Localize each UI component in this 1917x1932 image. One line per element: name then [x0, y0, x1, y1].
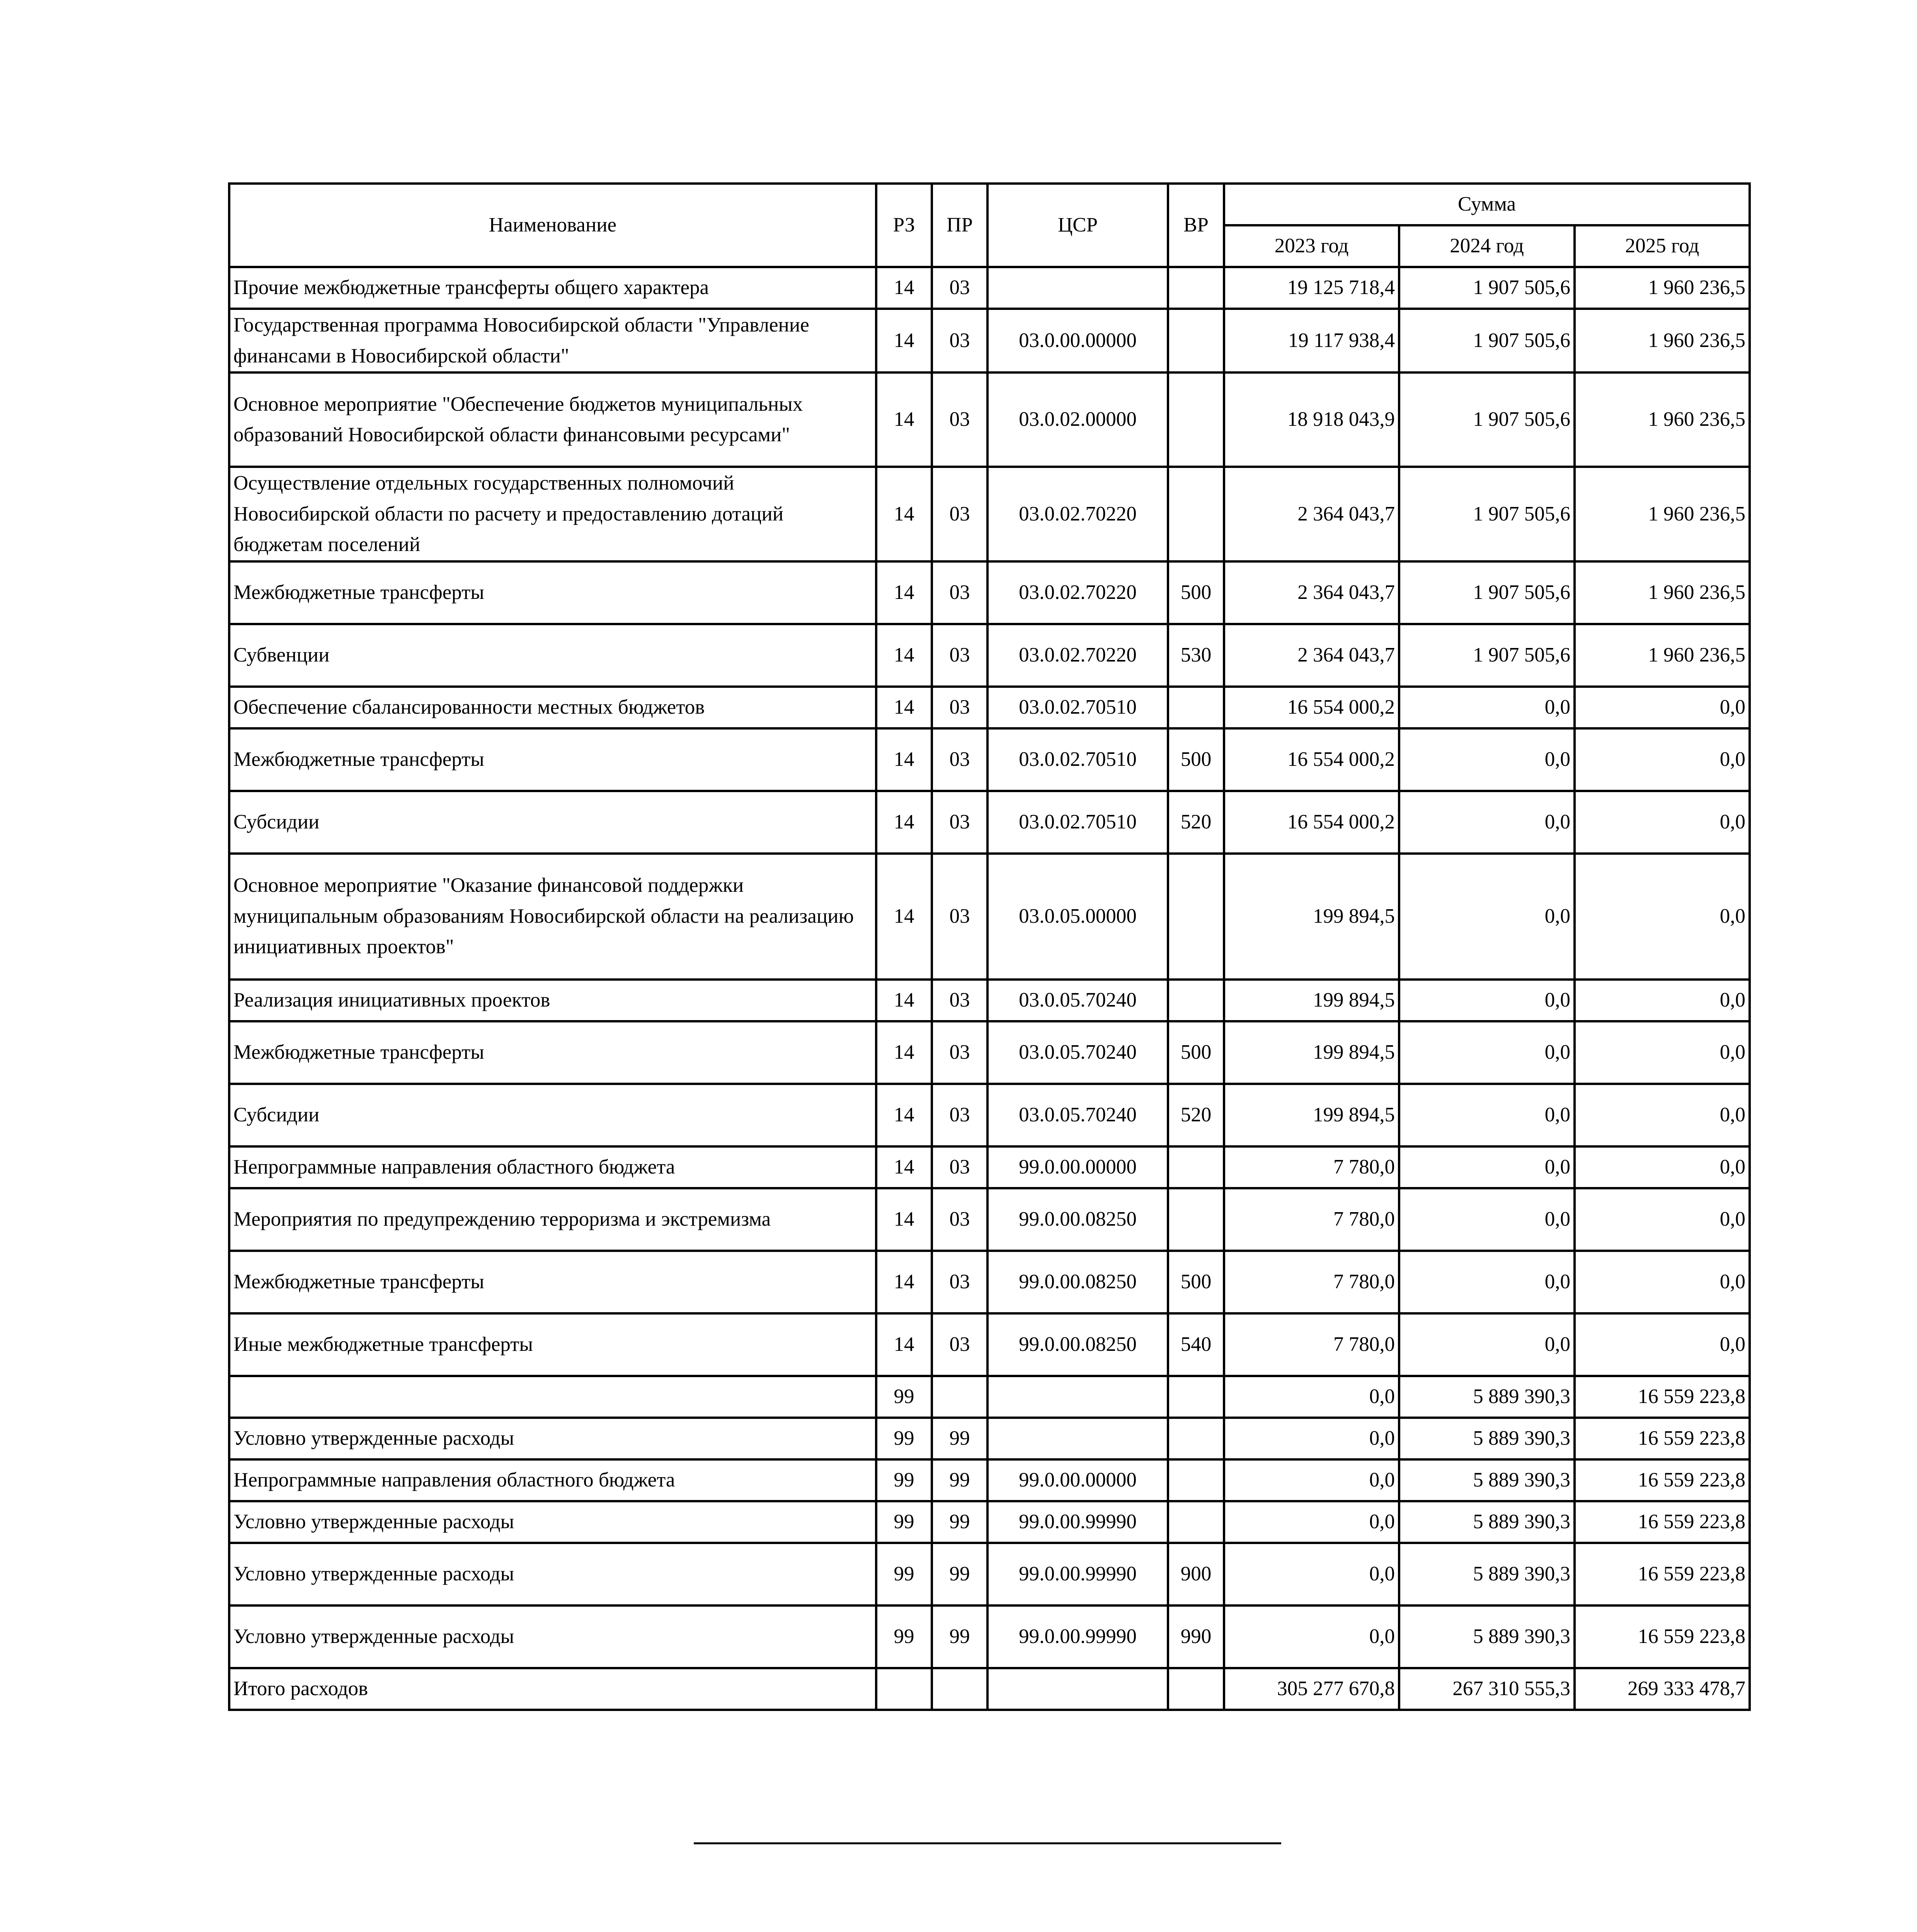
row-csr: 03.0.02.70220 — [987, 624, 1168, 687]
table-row — [229, 1459, 1750, 1501]
table-row — [229, 1605, 1750, 1668]
row-pr: 99 — [932, 1418, 987, 1459]
row-vr — [1168, 687, 1224, 728]
row-pr: 03 — [932, 728, 987, 791]
row-name: Субсидии — [229, 1084, 876, 1146]
row-vr: 520 — [1168, 791, 1224, 854]
row-csr: 03.0.02.70510 — [987, 687, 1168, 728]
row-csr: 99.0.00.00000 — [987, 1459, 1168, 1501]
row-pr: 03 — [932, 1084, 987, 1146]
row-csr — [987, 1418, 1168, 1459]
row-value-2025: 0,0 — [1575, 1251, 1750, 1313]
row-csr — [987, 267, 1168, 309]
row-csr: 03.0.00.00000 — [987, 309, 1168, 372]
row-vr: 520 — [1168, 1084, 1224, 1146]
row-value-2023: 0,0 — [1224, 1605, 1399, 1668]
row-rz: 99 — [876, 1376, 932, 1418]
table-row — [229, 1376, 1750, 1418]
row-vr: 530 — [1168, 624, 1224, 687]
row-csr: 03.0.02.70510 — [987, 791, 1168, 854]
row-vr: 500 — [1168, 561, 1224, 624]
row-vr — [1168, 467, 1224, 561]
row-name: Условно утвержденные расходы — [229, 1543, 876, 1605]
row-value-2023: 0,0 — [1224, 1501, 1399, 1543]
row-pr: 99 — [932, 1459, 987, 1501]
row-value-2025: 0,0 — [1575, 1313, 1750, 1376]
row-value-2024: 0,0 — [1399, 980, 1575, 1021]
row-name — [229, 1376, 876, 1418]
row-csr: 03.0.02.70220 — [987, 561, 1168, 624]
table-row — [229, 267, 1750, 309]
row-pr: 03 — [932, 467, 987, 561]
row-value-2023: 16 554 000,2 — [1224, 728, 1399, 791]
row-pr: 03 — [932, 309, 987, 372]
row-vr — [1168, 980, 1224, 1021]
table-row — [229, 1084, 1750, 1146]
row-name: Основное мероприятие "Оказание финансовой поддержки муниципальным образованиям Новосибирской области на реализацию инициативных проектов" — [229, 854, 876, 980]
row-pr: 03 — [932, 267, 987, 309]
table-row — [229, 1251, 1750, 1313]
row-vr — [1168, 372, 1224, 467]
row-rz: 14 — [876, 1188, 932, 1251]
row-vr — [1168, 1501, 1224, 1543]
row-pr: 03 — [932, 980, 987, 1021]
row-vr: 900 — [1168, 1543, 1224, 1605]
row-value-2024: 0,0 — [1399, 1084, 1575, 1146]
header-2025: 2025 год — [1575, 225, 1750, 267]
row-value-2025: 0,0 — [1575, 728, 1750, 791]
row-rz — [876, 1668, 932, 1710]
row-csr: 03.0.02.70510 — [987, 728, 1168, 791]
row-name: Межбюджетные трансферты — [229, 1021, 876, 1084]
row-value-2023: 7 780,0 — [1224, 1188, 1399, 1251]
header-csr: ЦСР — [987, 184, 1168, 267]
table-row — [229, 561, 1750, 624]
row-pr: 03 — [932, 687, 987, 728]
row-pr: 03 — [932, 1313, 987, 1376]
row-value-2023: 305 277 670,8 — [1224, 1668, 1399, 1710]
row-value-2023: 19 125 718,4 — [1224, 267, 1399, 309]
row-value-2023: 7 780,0 — [1224, 1146, 1399, 1188]
row-rz: 99 — [876, 1501, 932, 1543]
row-name: Государственная программа Новосибирской области "Управление финансами в Новосибирской области" — [229, 309, 876, 372]
row-value-2025: 0,0 — [1575, 1146, 1750, 1188]
row-value-2023: 2 364 043,7 — [1224, 561, 1399, 624]
row-rz: 14 — [876, 980, 932, 1021]
row-value-2024: 0,0 — [1399, 728, 1575, 791]
row-name: Межбюджетные трансферты — [229, 1251, 876, 1313]
table-row — [229, 1668, 1750, 1710]
row-value-2024: 1 907 505,6 — [1399, 624, 1575, 687]
row-value-2023: 0,0 — [1224, 1459, 1399, 1501]
row-value-2025: 1 960 236,5 — [1575, 309, 1750, 372]
table-row — [229, 1021, 1750, 1084]
row-name: Условно утвержденные расходы — [229, 1501, 876, 1543]
row-rz: 14 — [876, 561, 932, 624]
row-value-2025: 0,0 — [1575, 1021, 1750, 1084]
row-vr — [1168, 1188, 1224, 1251]
header-name: Наименование — [229, 184, 876, 267]
row-rz: 14 — [876, 1021, 932, 1084]
row-vr: 540 — [1168, 1313, 1224, 1376]
row-value-2025: 1 960 236,5 — [1575, 467, 1750, 561]
row-rz: 14 — [876, 1146, 932, 1188]
row-value-2023: 0,0 — [1224, 1418, 1399, 1459]
row-pr: 99 — [932, 1501, 987, 1543]
row-value-2024: 0,0 — [1399, 1188, 1575, 1251]
row-value-2024: 5 889 390,3 — [1399, 1418, 1575, 1459]
row-vr — [1168, 1418, 1224, 1459]
table-row — [229, 1146, 1750, 1188]
row-pr: 03 — [932, 1251, 987, 1313]
row-csr: 03.0.02.70220 — [987, 467, 1168, 561]
row-rz: 14 — [876, 1251, 932, 1313]
row-name: Основное мероприятие "Обеспечение бюджетов муниципальных образований Новосибирской области финансовыми ресурсами" — [229, 372, 876, 467]
row-name: Условно утвержденные расходы — [229, 1605, 876, 1668]
row-pr: 99 — [932, 1605, 987, 1668]
row-value-2023: 199 894,5 — [1224, 854, 1399, 980]
row-name: Непрограммные направления областного бюджета — [229, 1146, 876, 1188]
row-value-2025: 16 559 223,8 — [1575, 1605, 1750, 1668]
row-csr: 03.0.02.00000 — [987, 372, 1168, 467]
row-csr: 03.0.05.70240 — [987, 1021, 1168, 1084]
table-row — [229, 1501, 1750, 1543]
row-pr: 03 — [932, 854, 987, 980]
row-name: Иные межбюджетные трансферты — [229, 1313, 876, 1376]
row-csr: 99.0.00.08250 — [987, 1313, 1168, 1376]
row-pr: 03 — [932, 561, 987, 624]
table-row — [229, 467, 1750, 561]
row-value-2025: 16 559 223,8 — [1575, 1376, 1750, 1418]
row-rz: 14 — [876, 687, 932, 728]
row-vr: 990 — [1168, 1605, 1224, 1668]
row-value-2025: 16 559 223,8 — [1575, 1418, 1750, 1459]
row-value-2024: 1 907 505,6 — [1399, 372, 1575, 467]
row-value-2023: 199 894,5 — [1224, 1084, 1399, 1146]
table-row — [229, 1543, 1750, 1605]
row-value-2023: 199 894,5 — [1224, 980, 1399, 1021]
row-rz: 99 — [876, 1418, 932, 1459]
row-name: Непрограммные направления областного бюджета — [229, 1459, 876, 1501]
row-rz: 14 — [876, 467, 932, 561]
row-name: Субвенции — [229, 624, 876, 687]
row-value-2023: 16 554 000,2 — [1224, 791, 1399, 854]
table-row — [229, 687, 1750, 728]
row-value-2023: 16 554 000,2 — [1224, 687, 1399, 728]
row-value-2024: 5 889 390,3 — [1399, 1459, 1575, 1501]
row-value-2024: 5 889 390,3 — [1399, 1605, 1575, 1668]
table-row — [229, 624, 1750, 687]
row-vr — [1168, 1146, 1224, 1188]
row-value-2024: 1 907 505,6 — [1399, 309, 1575, 372]
header-pr: ПР — [932, 184, 987, 267]
row-value-2025: 0,0 — [1575, 687, 1750, 728]
row-pr: 03 — [932, 791, 987, 854]
row-name: Прочие межбюджетные трансферты общего характера — [229, 267, 876, 309]
row-value-2023: 18 918 043,9 — [1224, 372, 1399, 467]
closing-rule — [694, 1842, 1281, 1844]
row-vr: 500 — [1168, 1251, 1224, 1313]
row-value-2025: 0,0 — [1575, 980, 1750, 1021]
row-vr — [1168, 1459, 1224, 1501]
row-value-2025: 16 559 223,8 — [1575, 1543, 1750, 1605]
row-name: Итого расходов — [229, 1668, 876, 1710]
row-name: Мероприятия по предупреждению терроризма и экстремизма — [229, 1188, 876, 1251]
row-csr: 99.0.00.99990 — [987, 1543, 1168, 1605]
row-value-2024: 5 889 390,3 — [1399, 1376, 1575, 1418]
row-value-2023: 19 117 938,4 — [1224, 309, 1399, 372]
table-row — [229, 728, 1750, 791]
row-rz: 14 — [876, 1084, 932, 1146]
row-vr: 500 — [1168, 728, 1224, 791]
row-csr: 99.0.00.08250 — [987, 1251, 1168, 1313]
header-rz: РЗ — [876, 184, 932, 267]
row-value-2024: 1 907 505,6 — [1399, 561, 1575, 624]
row-value-2024: 5 889 390,3 — [1399, 1501, 1575, 1543]
row-name: Межбюджетные трансферты — [229, 561, 876, 624]
row-value-2023: 2 364 043,7 — [1224, 467, 1399, 561]
row-pr: 03 — [932, 624, 987, 687]
row-value-2023: 2 364 043,7 — [1224, 624, 1399, 687]
row-vr — [1168, 1376, 1224, 1418]
row-value-2025: 16 559 223,8 — [1575, 1501, 1750, 1543]
row-value-2025: 269 333 478,7 — [1575, 1668, 1750, 1710]
row-rz: 99 — [876, 1543, 932, 1605]
row-value-2025: 1 960 236,5 — [1575, 624, 1750, 687]
budget-expenditure-table — [228, 182, 1751, 1711]
row-csr — [987, 1376, 1168, 1418]
row-value-2025: 16 559 223,8 — [1575, 1459, 1750, 1501]
row-vr: 500 — [1168, 1021, 1224, 1084]
row-value-2025: 0,0 — [1575, 1084, 1750, 1146]
table-row — [229, 854, 1750, 980]
row-pr: 03 — [932, 1021, 987, 1084]
header-2023: 2023 год — [1224, 225, 1399, 267]
row-value-2024: 0,0 — [1399, 1146, 1575, 1188]
row-value-2024: 0,0 — [1399, 687, 1575, 728]
row-pr: 03 — [932, 1188, 987, 1251]
row-csr: 03.0.05.70240 — [987, 980, 1168, 1021]
row-value-2024: 267 310 555,3 — [1399, 1668, 1575, 1710]
row-value-2023: 199 894,5 — [1224, 1021, 1399, 1084]
row-value-2024: 1 907 505,6 — [1399, 267, 1575, 309]
row-pr — [932, 1376, 987, 1418]
row-name: Осуществление отдельных государственных полномочий Новосибирской области по расчету и предоставлению дотаций бюджетам поселений — [229, 467, 876, 561]
row-value-2024: 0,0 — [1399, 1021, 1575, 1084]
row-value-2025: 0,0 — [1575, 1188, 1750, 1251]
row-csr: 03.0.05.70240 — [987, 1084, 1168, 1146]
row-vr — [1168, 309, 1224, 372]
row-name: Условно утвержденные расходы — [229, 1418, 876, 1459]
table-row — [229, 1188, 1750, 1251]
row-rz: 14 — [876, 267, 932, 309]
row-csr: 99.0.00.99990 — [987, 1605, 1168, 1668]
row-rz: 14 — [876, 1313, 932, 1376]
header-2024: 2024 год — [1399, 225, 1575, 267]
row-value-2023: 7 780,0 — [1224, 1313, 1399, 1376]
row-vr — [1168, 267, 1224, 309]
row-vr — [1168, 854, 1224, 980]
row-value-2024: 0,0 — [1399, 1313, 1575, 1376]
row-rz: 14 — [876, 309, 932, 372]
table-body — [229, 267, 1750, 1710]
row-csr: 99.0.00.00000 — [987, 1146, 1168, 1188]
row-name: Обеспечение сбалансированности местных бюджетов — [229, 687, 876, 728]
header-sum: Сумма — [1224, 184, 1750, 225]
table-row — [229, 372, 1750, 467]
row-value-2025: 1 960 236,5 — [1575, 372, 1750, 467]
row-value-2025: 1 960 236,5 — [1575, 561, 1750, 624]
row-value-2023: 0,0 — [1224, 1543, 1399, 1605]
table-row — [229, 1418, 1750, 1459]
row-pr — [932, 1668, 987, 1710]
row-csr: 99.0.00.08250 — [987, 1188, 1168, 1251]
row-value-2024: 1 907 505,6 — [1399, 467, 1575, 561]
row-value-2024: 0,0 — [1399, 1251, 1575, 1313]
row-value-2024: 0,0 — [1399, 854, 1575, 980]
table-row — [229, 1313, 1750, 1376]
row-value-2024: 5 889 390,3 — [1399, 1543, 1575, 1605]
row-pr: 03 — [932, 372, 987, 467]
row-value-2023: 0,0 — [1224, 1376, 1399, 1418]
row-rz: 14 — [876, 854, 932, 980]
row-value-2025: 0,0 — [1575, 854, 1750, 980]
row-rz: 14 — [876, 372, 932, 467]
row-csr — [987, 1668, 1168, 1710]
row-csr: 99.0.00.99990 — [987, 1501, 1168, 1543]
row-value-2025: 1 960 236,5 — [1575, 267, 1750, 309]
row-value-2023: 7 780,0 — [1224, 1251, 1399, 1313]
row-rz: 14 — [876, 728, 932, 791]
table-row — [229, 309, 1750, 372]
row-pr: 99 — [932, 1543, 987, 1605]
row-pr: 03 — [932, 1146, 987, 1188]
header-vr: ВР — [1168, 184, 1224, 267]
row-name: Субсидии — [229, 791, 876, 854]
row-value-2024: 0,0 — [1399, 791, 1575, 854]
table-header-row — [229, 184, 1750, 225]
row-name: Реализация инициативных проектов — [229, 980, 876, 1021]
row-rz: 14 — [876, 624, 932, 687]
row-rz: 99 — [876, 1605, 932, 1668]
row-vr — [1168, 1668, 1224, 1710]
row-csr: 03.0.05.00000 — [987, 854, 1168, 980]
row-rz: 99 — [876, 1459, 932, 1501]
row-value-2025: 0,0 — [1575, 791, 1750, 854]
row-rz: 14 — [876, 791, 932, 854]
row-name: Межбюджетные трансферты — [229, 728, 876, 791]
table-row — [229, 791, 1750, 854]
table-row — [229, 980, 1750, 1021]
